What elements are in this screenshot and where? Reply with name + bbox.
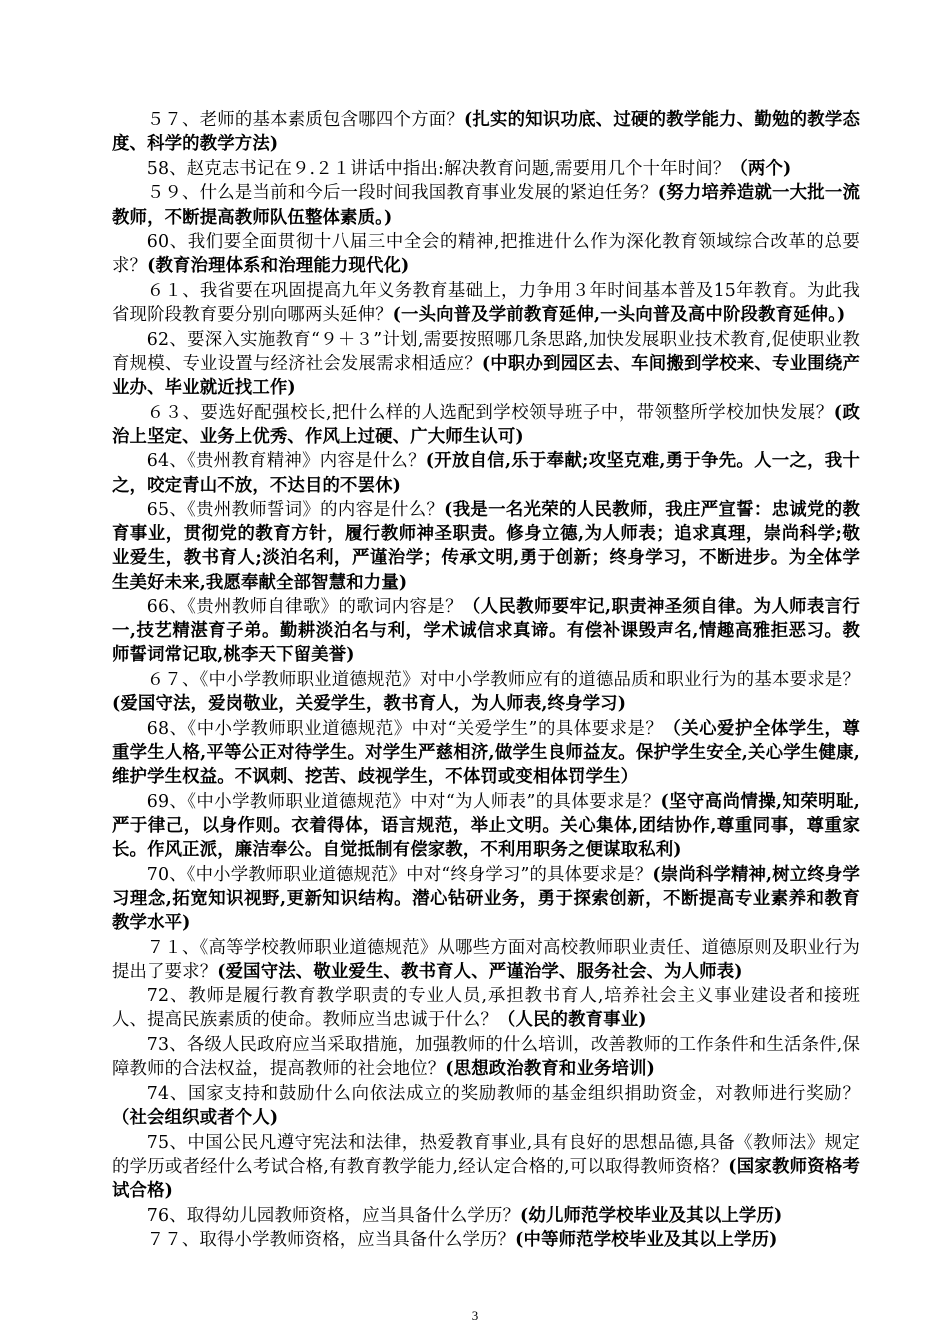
question-item xyxy=(112,863,860,935)
question-text: ５７、老师的基本素质包含哪四个方面？ xyxy=(146,110,464,130)
question-text: ６１、我省要在巩固提高九年义务教育基础上，力争用３年时间基本普及15年教育。为此我省现阶段教育要分别向哪两头延伸？ xyxy=(112,281,860,326)
question-text: 62、要深入实施教育“９＋３”计划,需要按照哪几条思路,加快发展职业技术教育,促使职业教育规模、专业设置与经济社会发展需求相适应？ xyxy=(112,329,860,374)
answer-text: （人民的教育事业) xyxy=(497,1010,647,1031)
question-text: ６３、要选好配强校长,把什么样的人选配到学校领导班子中，带领整所学校加快发展？ xyxy=(146,402,834,423)
question-item xyxy=(112,1204,860,1228)
question-item xyxy=(112,984,860,1032)
question-item xyxy=(112,181,860,229)
question-item xyxy=(112,1131,860,1203)
answer-text: (爱国守法，爱岗敬业，关爱学生，教书育人，为人师表,终身学习) xyxy=(112,694,627,715)
question-list xyxy=(112,108,860,1253)
answer-text: (国家教师资格考试合格) xyxy=(112,1156,861,1201)
question-text: 65、《贵州教师誓词》的内容是什么？ xyxy=(146,500,445,521)
question-item xyxy=(112,1082,860,1130)
answer-text: (我是一名光荣的人民教师，我庄严宣誓：忠诚党的教育事业，贯彻党的教育方针，履行教师神圣职责。修身立德,为人师表；追求真理，崇尚科学;敬业爱生，教书育人;淡泊名利，严谨治学；传承文明,勇于创新；终身学习，不断进步。为全体学生美好未来,我愿奉献全部智慧和力量) xyxy=(112,500,860,593)
answer-text: （人民教师要牢记,职责神圣须自律。为人师表言行一,技艺精湛育子弟。勤耕淡泊名与利，学术诚信求真谛。有偿补课毁声名,情趣高雅拒恶习。教师誓词常记取,桃李天下留美誉) xyxy=(112,597,861,666)
page-number: 3 xyxy=(471,1308,479,1323)
question-item xyxy=(112,230,860,278)
question-item xyxy=(112,668,860,716)
question-text: 76、取得幼儿园教师资格，应当具备什么学历？ xyxy=(146,1205,521,1226)
answer-text: (坚守高尚情操,知荣明耻,严于律己，以身作则。衣着得体，语言规范，举止文明。关心集体,团结协作,尊重同事，尊重家长。作风正派，廉洁奉公。自觉抵制有偿家教，不利用职务之便谋取私利) xyxy=(112,791,860,860)
question-text: 58、赵克志书记在９.２１讲话中指出:解决教育问题,需要用几个十年时间？ xyxy=(146,158,731,179)
question-text: 73、各级人民政府应当采取措施，加强教师的什么培训，改善教师的工作条件和生活条件,保障教师的合法权益，提高教师的社会地位？ xyxy=(112,1035,860,1080)
answer-text: (一头向普及学前教育延伸,一头向普及高中阶段教育延伸。) xyxy=(392,305,846,326)
answer-text: （关心爱护全体学生，尊重学生人格,平等公正对待学生。对学生严慈相济,做学生良师益友。保护学生安全,关心学生健康,维护学生权益。不讽刺、挖苦、歧视学生，不体罚或变相体罚学生） xyxy=(112,718,860,788)
question-item xyxy=(112,1033,860,1081)
question-text: 60、我们要全面贯彻十八届三中全会的精神,把推进什么作为深化教育领域综合改革的总要求？ xyxy=(112,232,860,277)
question-text: 66、《贵州教师自律歌》的歌词内容是？ xyxy=(146,597,463,618)
question-item xyxy=(112,790,860,862)
question-text: 70、《中小学教师职业道德规范》中对“终身学习”的具体要求是？ xyxy=(146,864,653,885)
question-text: ７７、取得小学教师资格，应当具备什么学历？ xyxy=(146,1230,516,1251)
question-text: 64、《贵州教育精神》内容是什么？ xyxy=(146,451,426,472)
question-item xyxy=(112,108,860,156)
question-text: ５９、什么是当前和今后一段时间我国教育事业发展的紧迫任务？ xyxy=(146,183,658,204)
answer-text: (幼儿师范学校毕业及其以上学历) xyxy=(520,1205,783,1226)
question-item xyxy=(112,328,860,400)
question-item xyxy=(112,401,860,449)
question-item xyxy=(112,936,860,984)
question-item xyxy=(112,1228,860,1252)
question-text: 69、《中小学教师职业道德规范》中对“为人师表”的具体要求是？ xyxy=(146,791,661,812)
question-text: 75、中国公民凡遵守宪法和法律，热爱教育事业,具有良好的思想品德,具备《教师法》规定的学历或者经什么考试合格,有教育教学能力,经认定合格的,可以取得教师资格？ xyxy=(112,1132,860,1177)
answer-text: (努力培养造就一大批一流教师，不断提高教师队伍整体素质。) xyxy=(112,183,860,228)
answer-text: (开放自信,乐于奉献;攻坚克难,勇于争先。人一之，我十之，咬定青山不放，不达目的不罢休) xyxy=(112,451,861,496)
answer-text: （社会组织或者个人) xyxy=(112,1107,279,1128)
answer-text: （两个) xyxy=(730,158,792,179)
answer-text: (教育治理体系和治理能力现代化) xyxy=(147,256,410,277)
answer-text: (崇尚科学精神,树立终身学习理念,拓宽知识视野,更新知识结构。潜心钻研业务，勇于探索创新，不断提高专业素养和教育教学水平) xyxy=(112,864,860,933)
question-text: 74、国家支持和鼓励什么向依法成立的奖励教师的基金组织捐助资金，对教师进行奖励？ xyxy=(146,1083,860,1104)
question-text: 72、教师是履行教育教学职责的专业人员,承担教书育人,培养社会主义事业建设者和接班人、提高民族素质的使命。教师应当忠诚于什么？ xyxy=(112,986,860,1031)
question-item xyxy=(112,717,860,789)
answer-text: (扎实的知识功底、过硬的教学能力、勤勉的教学态度、科学的教学方法) xyxy=(112,110,860,155)
answer-text: (中等师范学校毕业及其以上学历) xyxy=(515,1230,778,1251)
question-text: 68、《中小学教师职业道德规范》中对“关爱学生”的具体要求是？ xyxy=(146,718,664,739)
question-text: ７１、《高等学校教师职业道德规范》从哪些方面对高校教师职业责任、道德原则及职业行为提出了要求？ xyxy=(112,937,860,982)
question-item xyxy=(112,157,860,181)
question-item xyxy=(112,595,860,667)
answer-text: (思想政治教育和业务培训) xyxy=(445,1059,655,1080)
question-item xyxy=(112,279,860,327)
question-item xyxy=(112,498,860,594)
question-item xyxy=(112,449,860,497)
answer-text: (中职办到园区去、车间搬到学校来、专业围绕产业办、毕业就近找工作) xyxy=(112,353,860,398)
question-text: ６７、《中小学教师职业道德规范》对中小学教师应有的道德品质和职业行为的基本要求是？ xyxy=(146,670,860,691)
answer-text: (爱国守法、敬业爱生、教书育人、严谨治学、服务社会、为人师表) xyxy=(217,961,743,982)
answer-text: (政治上坚定、业务上优秀、作风上过硬、广大师生认可) xyxy=(112,402,860,447)
